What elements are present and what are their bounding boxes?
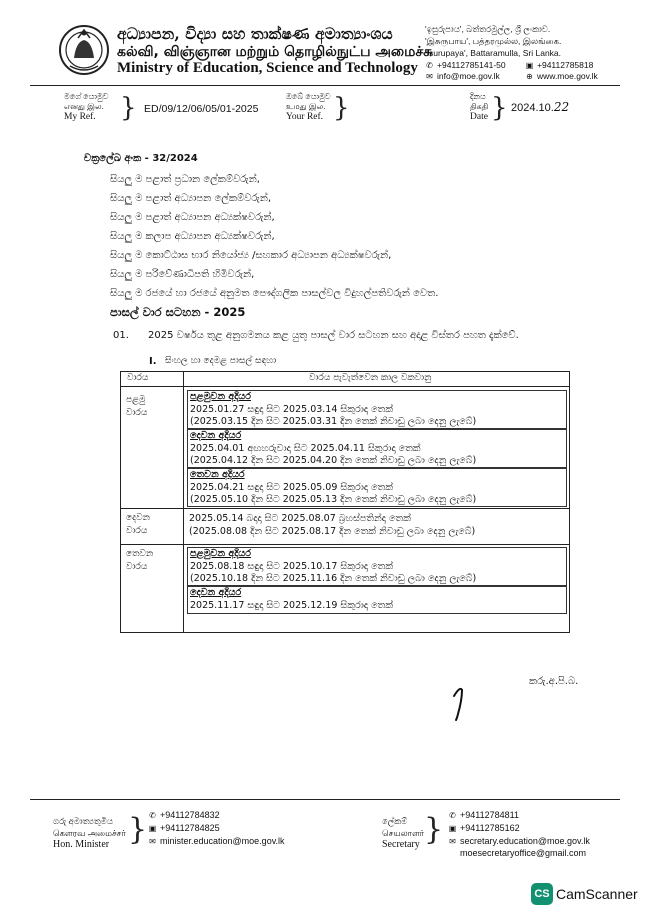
recipient-line: සියලු ම පළාත් ප්‍රධාන ලේකම්වරුන්, (110, 174, 260, 185)
recipient-line: සියලු ම පළාත් අධ්‍යාපන ලේකම්වරුන්, (110, 193, 272, 204)
phase-title: තෙවන අදියර (190, 469, 245, 480)
subject-title: පාසල් වාර සටහන - 2025 (110, 305, 246, 319)
address-sinhala: 'ඉසුරුපාය', බත්තරමුල්ල, ශ්‍රී ලංකාව. (425, 24, 551, 34)
national-emblem-logo (58, 20, 110, 80)
your-ref-label: ඔබේ යොමුව உமது இல. Your Ref. (286, 92, 331, 122)
my-ref-value: ED/09/12/06/05/01-2025 (144, 103, 259, 115)
my-ref-label: මගේ යොමුව எனது இல. My Ref. (64, 92, 109, 122)
fax-icon: ▣ (148, 823, 157, 833)
phase-box (187, 429, 567, 468)
phase-holiday: (2025.03.15 දින සිට 2025.03.31 දින තෙක් නිවාඩු ලබා දෙනු ලැබේ) (190, 416, 477, 427)
col-header-period: වාරය පැවැත්වෙන කාල වකවානු (309, 373, 432, 383)
recipient-line: සියලු ම රජයේ හා රජයේ අනුමත පෞද්ගලික පාසල්වල විදුහල්පතිවරුන් වෙත. (110, 288, 439, 299)
secretary-fax: ▣ +94112785162 (448, 823, 520, 833)
brace-icon: } (120, 93, 137, 123)
header-email: ✉ info@moe.gov.lk (426, 71, 500, 81)
phase-box (187, 547, 567, 586)
phase-box (187, 586, 567, 614)
table-row-divider (121, 544, 569, 545)
header-phone: ✆ +94112785141-50 (426, 60, 506, 70)
email-icon: ✉ (149, 836, 156, 846)
phase-dates: 2025.08.18 සඳුදා සිට 2025.10.17 සිකුරාදා තෙක් (190, 560, 393, 572)
ministry-name-sinhala: අධ්‍යාපන, විද්‍යා සහ තාක්ෂණ අමාත්‍යාංශය (117, 24, 393, 43)
minister-label: ගරු අමාත්‍යතුමිය கௌரவ அமைச்சர் Hon. Minister (53, 816, 126, 850)
phone-icon: ✆ (149, 810, 156, 820)
fax-icon: ▣ (525, 60, 534, 70)
secretary-label: ලේකම් செயலாளர் Secretary (382, 816, 425, 850)
date-value: 2024.10.22 (511, 100, 570, 114)
recipient-line: සියලු ම පරිවේණාධිපති හිමිවරුන්, (110, 269, 255, 280)
header-website: ⊕ www.moe.gov.lk (526, 71, 598, 81)
email-icon: ✉ (426, 71, 433, 81)
camscanner-logo: CS (531, 883, 553, 905)
recipient-line: සියලු ම කොට්ඨාස භාර නියෝජ්‍ය /සහකාර අධ්‍යාපන අධ්‍යක්ෂවරුන්, (110, 250, 392, 261)
recipient-line: සියලු ම පළාත් අධ්‍යාපන අධ්‍යක්ෂවරුන්, (110, 212, 275, 223)
fax-icon: ▣ (448, 823, 457, 833)
term-name: දෙවන වාරය (126, 513, 150, 536)
term-name: තෙවන වාරය (126, 549, 154, 572)
header-fax: ▣ +94112785818 (525, 60, 594, 70)
ministry-name-tamil: கல்வி, விஞ்ஞான மற்றும் தொழில்நுட்ப அமைச்சு (117, 44, 433, 60)
phone-icon: ✆ (449, 810, 456, 820)
term-holiday: (2025.08.08 දින සිට 2025.08.17 දින තෙක් නිවාඩු ලබා දෙනු ලැබේ) (189, 525, 476, 537)
phase-holiday: (2025.10.18 දින සිට 2025.11.16 දින තෙක් නිවාඩු ලබා දෙනු ලැබේ) (190, 573, 477, 584)
phase-holiday: (2025.04.12 දින සිට 2025.04.20 දින තෙක් නිවාඩු ලබා දෙනු ලැබේ) (190, 455, 477, 466)
paragraph-number: 01. (113, 330, 129, 341)
phase-title: දෙවන අදියර (190, 430, 242, 441)
circular-number: චක්‍රලේඛ අංක - 32/2024 (84, 153, 198, 164)
table-column-divider (183, 372, 184, 632)
phase-title: පළමුවන අදියර (190, 548, 252, 559)
minister-fax: ▣ +94112784825 (148, 823, 220, 833)
phase-box (187, 390, 567, 429)
paragraph-text: 2025 වර්ෂය තුළ අනුගමනය කළ යුතු පාසල් වාර සටහන සහ අදාළ විස්තර පහත දැක්වේ. (148, 330, 519, 341)
footer-divider (30, 799, 620, 800)
phase-holiday: (2025.05.10 දින සිට 2025.05.13 දින තෙක් නිවාඩු ලබා දෙනු ලැබේ) (190, 494, 477, 505)
term-dates: 2025.05.14 බදාදා සිට 2025.08.07 බ්‍රහස්පතින්දා තෙක් (189, 513, 411, 524)
recipient-line: සියලු ම කලාප අධ්‍යාපන අධ්‍යක්ෂවරුන්, (110, 231, 275, 242)
minister-phone: ✆ +94112784832 (149, 810, 220, 820)
phase-dates: 2025.04.21 සඳුදා සිට 2025.05.09 සිකුරාදා තෙක් (190, 481, 393, 493)
phone-icon: ✆ (426, 60, 433, 70)
term-schedule-table (120, 371, 570, 633)
phase-box (187, 468, 567, 507)
secretary-email: ✉ secretary.education@moe.gov.lk (449, 836, 590, 846)
phase-title: පළමුවන අදියර (190, 391, 252, 402)
phase-dates: 2025.01.27 සඳුදා සිට 2025.03.14 සිකුරාදා තෙක් (190, 403, 393, 415)
phase-dates: 2025.11.17 සඳුදා සිට 2025.12.19 සිකුරාදා තෙක් (190, 599, 393, 611)
camscanner-watermark: CamScanner (556, 886, 638, 902)
col-header-term: වාරය (127, 373, 149, 383)
phase-dates: 2025.04.01 අඟහරුවාදා සිට 2025.04.11 සිකුරාදා තෙක් (190, 442, 421, 454)
table-row-divider (121, 508, 569, 509)
globe-icon: ⊕ (526, 71, 533, 81)
address-english: 'Isurupaya', Battaramulla, Sri Lanka. (425, 48, 562, 58)
section-number: I. (149, 356, 157, 367)
header-divider (30, 85, 620, 86)
phase-title: දෙවන අදියර (190, 587, 242, 598)
handwritten-signature (450, 682, 470, 722)
term-name: පළමු වාරය (126, 395, 148, 418)
table-header-divider (121, 386, 569, 387)
continued-label: කරු.අ.පි.බ. (529, 676, 579, 687)
minister-email: ✉ minister.education@moe.gov.lk (149, 836, 285, 846)
handwritten-day: 22 (553, 100, 570, 114)
secretary-phone: ✆ +94112784811 (449, 810, 519, 820)
secretary-email-alt: moesecretaryoffice@gmail.com (460, 848, 587, 858)
section-title: සිංහල හා දෙමළ පාසල් සඳහා (165, 356, 277, 366)
date-label: දිනය திகதி Date (470, 92, 489, 122)
brace-icon: } (491, 93, 508, 123)
ministry-name-english: Ministry of Education, Science and Technology (117, 60, 418, 76)
brace-icon: } (128, 812, 148, 847)
brace-icon: } (424, 812, 444, 847)
brace-icon: } (333, 93, 350, 123)
email-icon: ✉ (449, 836, 456, 846)
address-tamil: 'இசுருபாய', பத்தரமுல்ல, இலங்கை. (425, 36, 562, 46)
